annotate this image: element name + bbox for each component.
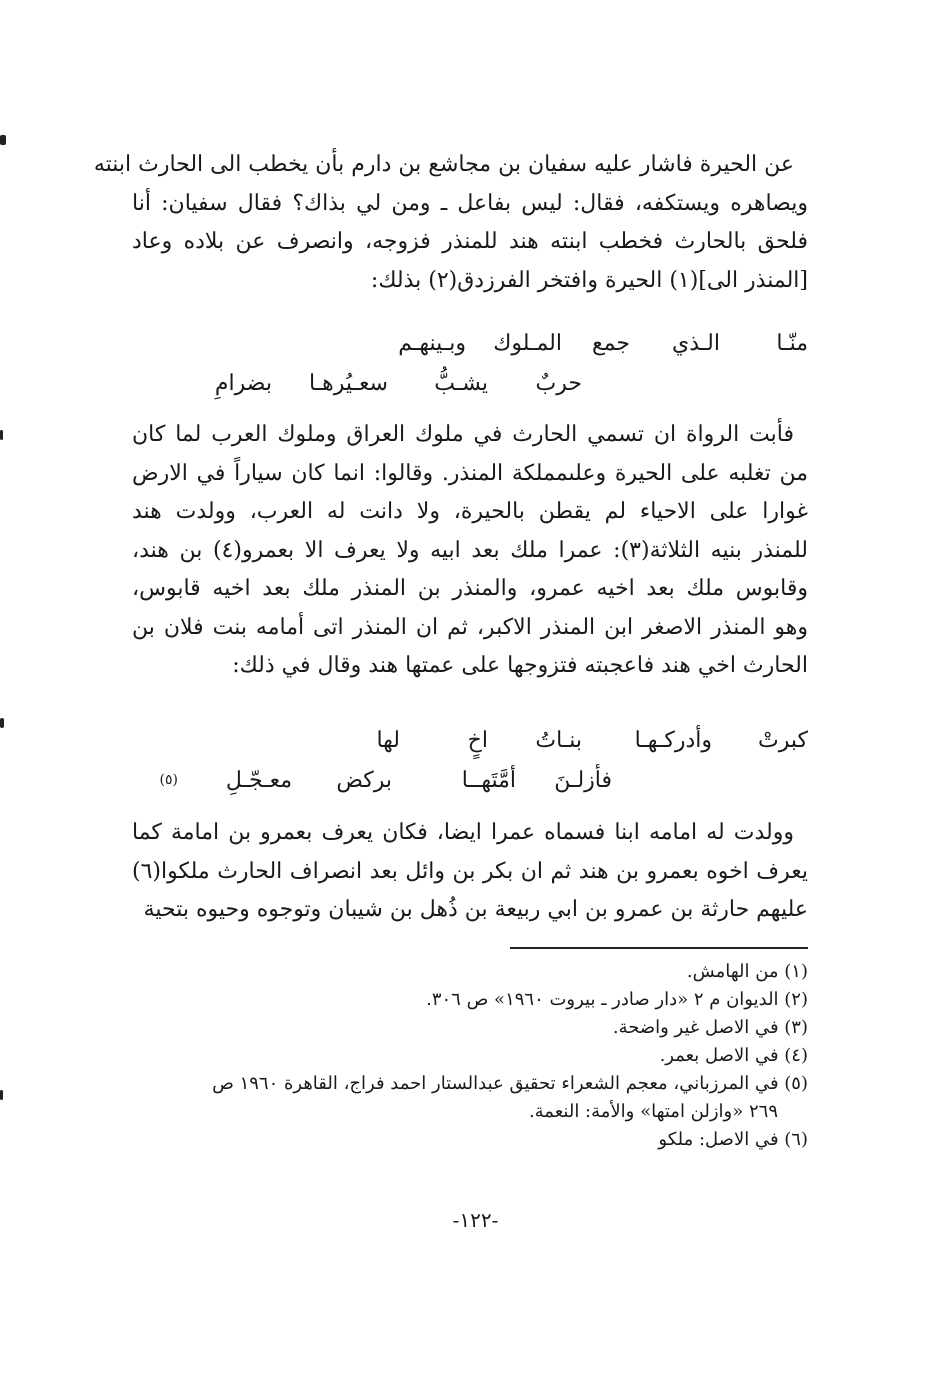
scan-edge-mark	[0, 430, 3, 440]
verse-word: أمَّتَهــا	[461, 768, 516, 793]
scan-edge-mark	[0, 718, 4, 728]
footnote: (٥) في المرزباني، معجم الشعراء تحقيق عبدالستار احمد فراج، القاهرة ١٩٦٠ ص	[212, 1073, 808, 1094]
footnote-ref: (٥)	[159, 772, 178, 788]
footnote: (١) من الهامش.	[686, 961, 808, 982]
text-line: ويصاهره ويستكفه، فقال: ليس بفاعل ـ ومن لي بذاك؟ فقال سفيان: أنا	[132, 190, 808, 216]
verse-word: كبرتْ	[758, 728, 808, 753]
verse-word: بضرامِ	[214, 371, 272, 396]
text-line: من تغلبه على الحيرة وعلىمملكة المنذر. وقالوا: انما كان سياراً في الارض	[132, 460, 808, 486]
text-line: يعرف اخوه بعمرو بن هند ثم ان بكر بن وائل بعد انصراف الحارث ملكوا(٦)	[132, 858, 808, 884]
footnote-divider	[510, 947, 808, 949]
verse-word: اخٍ	[467, 728, 488, 753]
text-line: عن الحيرة فاشار عليه سفيان بن مجاشع بن دارم بأن يخطب الى الحارث ابنته	[93, 152, 794, 177]
scan-edge-mark	[0, 1090, 3, 1100]
verse-2-line-1	[132, 728, 808, 762]
footnote: (٢) الديوان م ٢ «دار صادر ـ بيروت ١٩٦٠» ص ٣٠٦.	[426, 989, 808, 1010]
text-line: وقابوس ملك بعد اخيه عمرو، والمنذر بن المنذر ملك بعد اخيه قابوس،	[132, 576, 808, 601]
verse-1-line-2	[132, 371, 808, 405]
footnote: (٦) في الاصل: ملكو	[658, 1129, 808, 1150]
verse-word: بركض	[336, 768, 392, 793]
verse-word: لها	[376, 728, 400, 753]
footnote-continuation: ٢٦٩ «وازلن امتها» والأمة: النعمة.	[528, 1101, 778, 1122]
verse-word: يشـبُّ	[434, 371, 488, 396]
verse-word: وبـينهـم	[398, 331, 466, 356]
verse-word: معـجّـلِ	[225, 768, 292, 793]
verse-2-line-2	[132, 768, 808, 802]
scan-edge-mark	[0, 135, 6, 145]
text-line: فلحق بالحارث فخطب ابنته هند للمنذر فزوجه، وانصرف عن بلاده وعاد	[132, 229, 808, 254]
verse-word: حربٌ	[535, 371, 582, 396]
verse-word: فأزلـنَ	[554, 768, 612, 793]
text-line: عليهم حارثة بن عمرو بن ابي ربيعة بن ذُهل بن شيبان وتوجوه وحيوه بتحية	[143, 897, 808, 922]
paragraph-1	[93, 146, 808, 300]
verse-word: الـذي	[671, 331, 720, 356]
footnote: (٤) في الاصل بعمر.	[659, 1045, 808, 1066]
verse-word: المـلوك	[493, 331, 562, 356]
text-line: وهو المنذر الاصغر ابن المنذر الاكبر، ثم ان المنذر اتى أمامه بنت فلان بن	[132, 614, 808, 640]
verse-word: منّـا	[776, 331, 808, 356]
text-line: غوارا على الاحياء لم يقطن بالحيرة، ولا دانت له العرب، وولدت هند	[132, 499, 808, 524]
text-line: للمنذر بنيه الثلاثة(٣): عمرا ملك بعد ابيه ولا يعرف الا بعمرو(٤) بن هند،	[132, 537, 808, 563]
text-line: وولدت له امامه ابنا فسماه عمرا ايضا، فكان يعرف بعمرو بن امامة كما	[132, 820, 794, 845]
paragraph-2	[132, 416, 808, 686]
paragraph-3	[132, 814, 808, 930]
verse-word: سعـيُرهـا	[308, 371, 388, 396]
text-line: الحارث اخي هند فاعجبته فتزوجها على عمتها هند وقال في ذلك:	[232, 653, 808, 678]
footnotes	[132, 958, 808, 1154]
verse-1-line-1	[132, 331, 808, 365]
page-number: -١٢٢-	[452, 1208, 499, 1232]
verse-word: جمع	[591, 331, 630, 356]
verse-word: وأدركـهـا	[634, 728, 712, 753]
footnote: (٣) في الاصل غير واضحة.	[612, 1017, 808, 1038]
verse-word: بنـاتُ	[535, 728, 582, 753]
text-line: [المنذر الى](١) الحيرة وافتخر الفرزدق(٢) بذلك:	[370, 267, 808, 293]
text-line: فأبت الرواة ان تسمي الحارث في ملوك العراق وملوك العرب لما كان	[132, 422, 794, 447]
